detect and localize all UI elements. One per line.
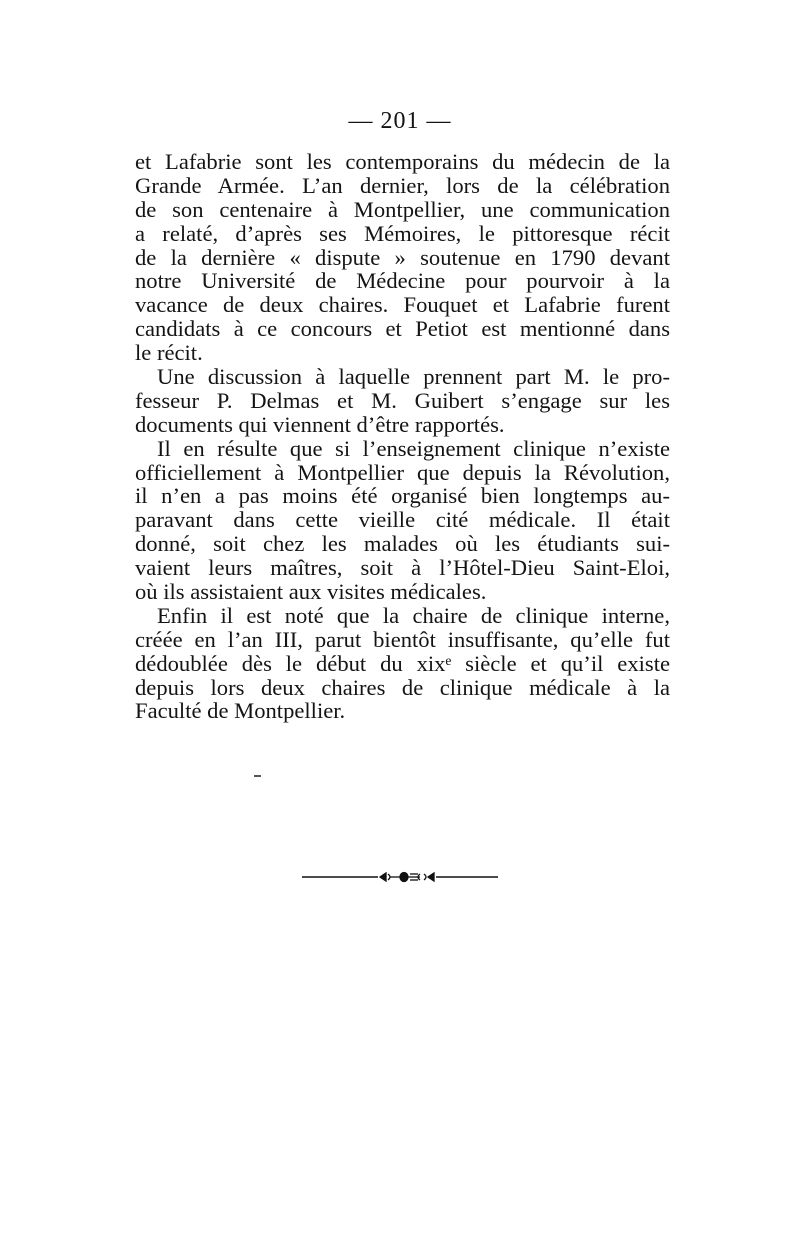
text-line: créée en l’an III, parut bientôt insuffisante, qu’elle fut bbox=[135, 626, 670, 652]
text-line: il n’en a pas moins été organisé bien longtemps au- bbox=[135, 483, 670, 509]
text-line: candidats à ce concours et Petiot est mentionné dans bbox=[135, 316, 670, 342]
typographic-ornament-rule-icon bbox=[300, 867, 500, 887]
text-line: où ils assistaient aux visites médicales. bbox=[135, 579, 487, 605]
text-line: Il en résulte que si l’enseignement clinique n’existe bbox=[157, 435, 670, 461]
paragraph-2 bbox=[135, 365, 670, 437]
text-line: Enfin il est noté que la chaire de clinique interne, bbox=[157, 602, 670, 628]
text-line: et Lafabrie sont les contemporains du médecin de la bbox=[135, 149, 670, 174]
text-line: notre Université de Médecine pour pourvoir à la bbox=[135, 268, 670, 294]
text-line: paravant dans cette vieille cité médicale. Il était bbox=[135, 507, 670, 533]
text-line: Une discussion à laquelle prennent part M. le pro- bbox=[157, 364, 670, 390]
text-line: de son centenaire à Montpellier, une communication bbox=[135, 196, 670, 222]
text-line: depuis lors deux chaires de clinique médicale à la bbox=[135, 674, 670, 700]
page-number: — 201 — bbox=[348, 108, 452, 134]
paragraph-4 bbox=[135, 604, 670, 723]
text-line: officiellement à Montpellier que depuis la Révolution, bbox=[135, 459, 670, 485]
text-line: dédoublée dès le début du xixᵉ siècle et qu’il existe bbox=[135, 650, 670, 676]
text-line: Grande Armée. L’an dernier, lors de la célébration bbox=[135, 172, 670, 198]
text-line: le récit. bbox=[135, 340, 203, 366]
text-line: donné, soit chez les malades où les étudiants sui- bbox=[135, 531, 670, 557]
text-line: vaient leurs maîtres, soit à l’Hôtel-Dieu Saint-Eloi, bbox=[135, 555, 670, 581]
body-text bbox=[135, 150, 670, 723]
text-line: vacance de deux chaires. Fouquet et Lafabrie furent bbox=[135, 292, 670, 318]
text-line: Faculté de Montpellier. bbox=[135, 698, 346, 724]
paragraph-3 bbox=[135, 437, 670, 604]
paragraph-1 bbox=[135, 150, 670, 365]
text-line: fesseur P. Delmas et M. Guibert s’engage sur les bbox=[135, 387, 670, 413]
text-line: a relaté, d’après ses Mémoires, le pittoresque récit bbox=[135, 220, 670, 246]
text-line: de la dernière « dispute » soutenue en 1790 devant bbox=[135, 244, 670, 270]
print-mark bbox=[254, 775, 261, 777]
text-line: documents qui viennent d’être rapportés. bbox=[135, 411, 505, 437]
